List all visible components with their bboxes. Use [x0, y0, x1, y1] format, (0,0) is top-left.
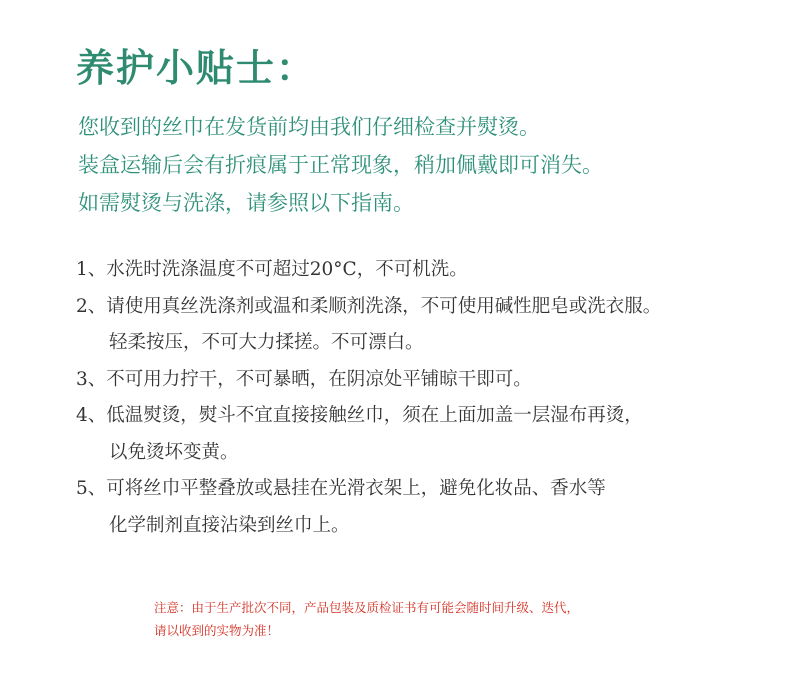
- list-item-5: [76, 471, 661, 544]
- notice-line: 注意：由于生产批次不同，产品包装及质检证书有可能会随时间升级、迭代，: [154, 600, 580, 615]
- list-item-3: [76, 362, 661, 399]
- list-item-2: [76, 289, 661, 362]
- list-item-4: [76, 398, 661, 471]
- intro-paragraph: [78, 108, 603, 222]
- list-item-text: 1、水洗时洗涤温度不可超过20°C，不可机洗。: [76, 259, 468, 280]
- list-item-continuation: 化学制剂直接沾染到丝巾上。: [109, 514, 350, 536]
- list-item-text: 5、可将丝巾平整叠放或悬挂在光滑衣架上，避免化妆品、香水等: [76, 478, 606, 499]
- intro-line: 装盒运输后会有折痕属于正常现象，稍加佩戴即可消失。: [78, 153, 603, 177]
- list-item-continuation: 以免烫坏变黄。: [109, 441, 239, 463]
- notice-line: 请以收到的实物为准！: [154, 623, 280, 638]
- page-title: 养护小贴士：: [76, 45, 317, 90]
- intro-line: 如需熨烫与洗涤，请参照以下指南。: [78, 191, 414, 215]
- intro-line: 您收到的丝巾在发货前均由我们仔细检查并熨烫。: [78, 115, 540, 139]
- list-item-text: 2、请使用真丝洗涤剂或温和柔顺剂洗涤，不可使用碱性肥皂或洗衣服。: [76, 295, 662, 317]
- list-item-1: [76, 252, 661, 289]
- care-instructions-list: [76, 252, 661, 544]
- list-item-continuation: 轻柔按压，不可大力揉搓。不可漂白。: [109, 332, 424, 353]
- list-item-text: 4、低温熨烫，熨斗不宜直接接触丝巾，须在上面加盖一层湿布再烫，: [76, 405, 643, 426]
- notice-text: [154, 596, 579, 642]
- list-item-text: 3、不可用力拧干，不可暴晒，在阴凉处平铺晾干即可。: [76, 368, 532, 390]
